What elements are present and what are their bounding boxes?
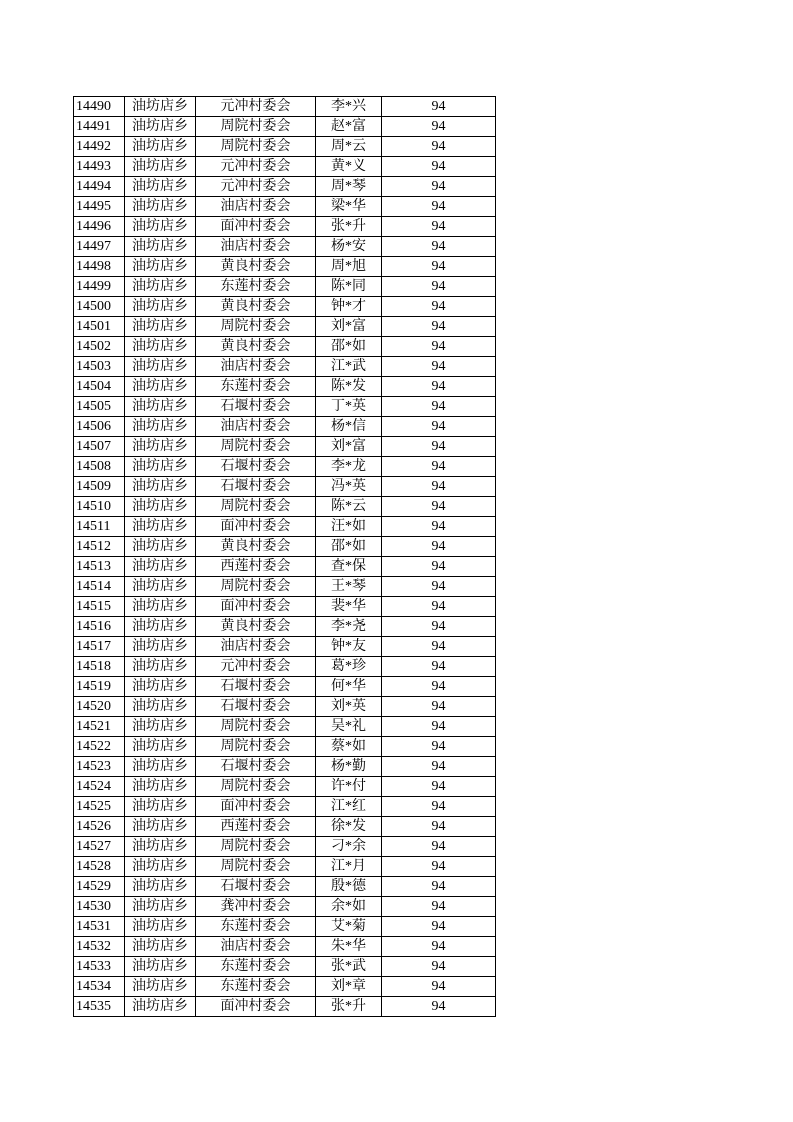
record-number-cell: 14534 (74, 977, 125, 997)
score-cell: 94 (382, 637, 496, 657)
record-number-cell: 14530 (74, 897, 125, 917)
record-number-cell: 14520 (74, 697, 125, 717)
person-name-cell: 何*华 (316, 677, 382, 697)
township-cell: 油坊店乡 (125, 297, 196, 317)
township-cell: 油坊店乡 (125, 917, 196, 937)
record-number-cell: 14519 (74, 677, 125, 697)
score-cell: 94 (382, 497, 496, 517)
record-number-cell: 14524 (74, 777, 125, 797)
township-cell: 油坊店乡 (125, 657, 196, 677)
village-cell: 黄良村委会 (196, 297, 316, 317)
table-row (74, 277, 496, 297)
record-number-cell: 14500 (74, 297, 125, 317)
township-cell: 油坊店乡 (125, 357, 196, 377)
record-number-cell: 14490 (74, 97, 125, 117)
table-row (74, 897, 496, 917)
village-cell: 周院村委会 (196, 857, 316, 877)
person-name-cell: 丁*英 (316, 397, 382, 417)
table-row (74, 777, 496, 797)
table-row (74, 957, 496, 977)
village-cell: 周院村委会 (196, 737, 316, 757)
table-row (74, 157, 496, 177)
person-name-cell: 徐*发 (316, 817, 382, 837)
person-name-cell: 朱*华 (316, 937, 382, 957)
record-number-cell: 14515 (74, 597, 125, 617)
person-name-cell: 冯*英 (316, 477, 382, 497)
table-row (74, 197, 496, 217)
village-cell: 面冲村委会 (196, 797, 316, 817)
village-cell: 黄良村委会 (196, 537, 316, 557)
record-number-cell: 14508 (74, 457, 125, 477)
table-row (74, 497, 496, 517)
village-cell: 周院村委会 (196, 137, 316, 157)
person-name-cell: 陈*同 (316, 277, 382, 297)
table-row (74, 697, 496, 717)
table-row (74, 477, 496, 497)
record-number-cell: 14499 (74, 277, 125, 297)
village-cell: 元冲村委会 (196, 657, 316, 677)
township-cell: 油坊店乡 (125, 957, 196, 977)
township-cell: 油坊店乡 (125, 977, 196, 997)
village-cell: 周院村委会 (196, 717, 316, 737)
table-row (74, 557, 496, 577)
person-name-cell: 张*升 (316, 217, 382, 237)
village-cell: 石堰村委会 (196, 477, 316, 497)
record-number-cell: 14502 (74, 337, 125, 357)
record-number-cell: 14507 (74, 437, 125, 457)
township-cell: 油坊店乡 (125, 477, 196, 497)
score-cell: 94 (382, 697, 496, 717)
village-cell: 石堰村委会 (196, 877, 316, 897)
township-cell: 油坊店乡 (125, 97, 196, 117)
record-number-cell: 14491 (74, 117, 125, 137)
score-cell: 94 (382, 437, 496, 457)
record-number-cell: 14510 (74, 497, 125, 517)
person-name-cell: 刘*富 (316, 437, 382, 457)
person-name-cell: 张*武 (316, 957, 382, 977)
person-name-cell: 蔡*如 (316, 737, 382, 757)
score-cell: 94 (382, 837, 496, 857)
table-row (74, 817, 496, 837)
record-number-cell: 14504 (74, 377, 125, 397)
person-name-cell: 李*龙 (316, 457, 382, 477)
village-cell: 周院村委会 (196, 317, 316, 337)
person-name-cell: 陈*发 (316, 377, 382, 397)
village-cell: 油店村委会 (196, 417, 316, 437)
person-name-cell: 艾*菊 (316, 917, 382, 937)
table-row (74, 337, 496, 357)
score-cell: 94 (382, 557, 496, 577)
village-cell: 周院村委会 (196, 577, 316, 597)
township-cell: 油坊店乡 (125, 377, 196, 397)
person-name-cell: 杨*勤 (316, 757, 382, 777)
village-cell: 黄良村委会 (196, 257, 316, 277)
person-name-cell: 陈*云 (316, 497, 382, 517)
village-cell: 黄良村委会 (196, 617, 316, 637)
township-cell: 油坊店乡 (125, 557, 196, 577)
township-cell: 油坊店乡 (125, 237, 196, 257)
score-cell: 94 (382, 777, 496, 797)
village-cell: 油店村委会 (196, 237, 316, 257)
table-row (74, 917, 496, 937)
score-cell: 94 (382, 357, 496, 377)
person-name-cell: 刘*章 (316, 977, 382, 997)
township-cell: 油坊店乡 (125, 137, 196, 157)
table-row (74, 317, 496, 337)
township-cell: 油坊店乡 (125, 837, 196, 857)
person-name-cell: 钟*友 (316, 637, 382, 657)
score-cell: 94 (382, 657, 496, 677)
record-number-cell: 14513 (74, 557, 125, 577)
score-cell: 94 (382, 277, 496, 297)
score-cell: 94 (382, 577, 496, 597)
township-cell: 油坊店乡 (125, 937, 196, 957)
person-name-cell: 裴*华 (316, 597, 382, 617)
village-cell: 面冲村委会 (196, 997, 316, 1017)
score-cell: 94 (382, 197, 496, 217)
person-name-cell: 吴*礼 (316, 717, 382, 737)
township-cell: 油坊店乡 (125, 777, 196, 797)
person-name-cell: 李*尧 (316, 617, 382, 637)
table-row (74, 637, 496, 657)
village-cell: 元冲村委会 (196, 177, 316, 197)
person-name-cell: 刘*富 (316, 317, 382, 337)
township-cell: 油坊店乡 (125, 757, 196, 777)
township-cell: 油坊店乡 (125, 817, 196, 837)
record-number-cell: 14533 (74, 957, 125, 977)
score-cell: 94 (382, 677, 496, 697)
score-cell: 94 (382, 457, 496, 477)
table-row (74, 737, 496, 757)
table-row (74, 377, 496, 397)
record-number-cell: 14497 (74, 237, 125, 257)
table-row (74, 417, 496, 437)
township-cell: 油坊店乡 (125, 697, 196, 717)
township-cell: 油坊店乡 (125, 397, 196, 417)
village-cell: 周院村委会 (196, 117, 316, 137)
person-name-cell: 黄*义 (316, 157, 382, 177)
village-cell: 元冲村委会 (196, 97, 316, 117)
person-name-cell: 葛*珍 (316, 657, 382, 677)
village-cell: 石堰村委会 (196, 397, 316, 417)
record-number-cell: 14523 (74, 757, 125, 777)
record-number-cell: 14532 (74, 937, 125, 957)
township-cell: 油坊店乡 (125, 457, 196, 477)
record-number-cell: 14521 (74, 717, 125, 737)
score-cell: 94 (382, 477, 496, 497)
village-cell: 石堰村委会 (196, 677, 316, 697)
village-cell: 龚冲村委会 (196, 897, 316, 917)
table-row (74, 217, 496, 237)
village-cell: 元冲村委会 (196, 157, 316, 177)
village-cell: 周院村委会 (196, 497, 316, 517)
record-number-cell: 14512 (74, 537, 125, 557)
table-row (74, 797, 496, 817)
score-cell: 94 (382, 897, 496, 917)
township-cell: 油坊店乡 (125, 637, 196, 657)
score-cell: 94 (382, 177, 496, 197)
score-cell: 94 (382, 817, 496, 837)
table-row (74, 517, 496, 537)
person-name-cell: 邵*如 (316, 537, 382, 557)
township-cell: 油坊店乡 (125, 257, 196, 277)
record-number-cell: 14496 (74, 217, 125, 237)
person-name-cell: 殷*德 (316, 877, 382, 897)
village-cell: 石堰村委会 (196, 457, 316, 477)
township-cell: 油坊店乡 (125, 717, 196, 737)
record-number-cell: 14498 (74, 257, 125, 277)
score-cell: 94 (382, 97, 496, 117)
village-cell: 周院村委会 (196, 837, 316, 857)
record-number-cell: 14529 (74, 877, 125, 897)
village-cell: 油店村委会 (196, 937, 316, 957)
score-cell: 94 (382, 117, 496, 137)
table-row (74, 397, 496, 417)
person-name-cell: 杨*安 (316, 237, 382, 257)
record-number-cell: 14503 (74, 357, 125, 377)
record-number-cell: 14506 (74, 417, 125, 437)
person-name-cell: 刘*英 (316, 697, 382, 717)
table-row (74, 177, 496, 197)
person-name-cell: 江*红 (316, 797, 382, 817)
table-row (74, 297, 496, 317)
village-cell: 东莲村委会 (196, 977, 316, 997)
village-cell: 油店村委会 (196, 197, 316, 217)
village-cell: 东莲村委会 (196, 917, 316, 937)
record-number-cell: 14509 (74, 477, 125, 497)
person-name-cell: 钟*才 (316, 297, 382, 317)
record-number-cell: 14501 (74, 317, 125, 337)
record-number-cell: 14505 (74, 397, 125, 417)
person-name-cell: 王*琴 (316, 577, 382, 597)
person-name-cell: 余*如 (316, 897, 382, 917)
score-cell: 94 (382, 957, 496, 977)
township-cell: 油坊店乡 (125, 117, 196, 137)
township-cell: 油坊店乡 (125, 877, 196, 897)
score-cell: 94 (382, 917, 496, 937)
score-cell: 94 (382, 977, 496, 997)
record-number-cell: 14531 (74, 917, 125, 937)
township-cell: 油坊店乡 (125, 197, 196, 217)
township-cell: 油坊店乡 (125, 897, 196, 917)
township-cell: 油坊店乡 (125, 537, 196, 557)
table-row (74, 597, 496, 617)
township-cell: 油坊店乡 (125, 277, 196, 297)
person-name-cell: 汪*如 (316, 517, 382, 537)
record-number-cell: 14522 (74, 737, 125, 757)
township-cell: 油坊店乡 (125, 857, 196, 877)
record-number-cell: 14516 (74, 617, 125, 637)
score-cell: 94 (382, 617, 496, 637)
record-number-cell: 14511 (74, 517, 125, 537)
village-cell: 周院村委会 (196, 777, 316, 797)
score-cell: 94 (382, 377, 496, 397)
score-cell: 94 (382, 597, 496, 617)
table-row (74, 857, 496, 877)
table-row (74, 937, 496, 957)
score-cell: 94 (382, 397, 496, 417)
table-row (74, 997, 496, 1017)
record-number-cell: 14535 (74, 997, 125, 1017)
village-cell: 东莲村委会 (196, 957, 316, 977)
person-name-cell: 周*旭 (316, 257, 382, 277)
village-cell: 面冲村委会 (196, 517, 316, 537)
township-cell: 油坊店乡 (125, 737, 196, 757)
village-cell: 石堰村委会 (196, 757, 316, 777)
score-cell: 94 (382, 717, 496, 737)
table-row (74, 657, 496, 677)
person-name-cell: 许*付 (316, 777, 382, 797)
township-cell: 油坊店乡 (125, 677, 196, 697)
table-row (74, 837, 496, 857)
township-cell: 油坊店乡 (125, 577, 196, 597)
township-cell: 油坊店乡 (125, 337, 196, 357)
person-name-cell: 周*云 (316, 137, 382, 157)
person-name-cell: 江*武 (316, 357, 382, 377)
township-cell: 油坊店乡 (125, 437, 196, 457)
table-row (74, 257, 496, 277)
record-number-cell: 14492 (74, 137, 125, 157)
village-cell: 西莲村委会 (196, 557, 316, 577)
village-cell: 面冲村委会 (196, 217, 316, 237)
village-cell: 西莲村委会 (196, 817, 316, 837)
township-cell: 油坊店乡 (125, 617, 196, 637)
record-number-cell: 14525 (74, 797, 125, 817)
village-cell: 油店村委会 (196, 357, 316, 377)
village-cell: 石堰村委会 (196, 697, 316, 717)
score-cell: 94 (382, 537, 496, 557)
table-row (74, 457, 496, 477)
score-cell: 94 (382, 137, 496, 157)
data-table (73, 96, 496, 1017)
record-number-cell: 14493 (74, 157, 125, 177)
record-number-cell: 14526 (74, 817, 125, 837)
table-row (74, 537, 496, 557)
person-name-cell: 查*保 (316, 557, 382, 577)
table-row (74, 97, 496, 117)
township-cell: 油坊店乡 (125, 217, 196, 237)
township-cell: 油坊店乡 (125, 997, 196, 1017)
score-cell: 94 (382, 997, 496, 1017)
table-row (74, 717, 496, 737)
score-cell: 94 (382, 257, 496, 277)
score-cell: 94 (382, 317, 496, 337)
person-name-cell: 张*升 (316, 997, 382, 1017)
table-row (74, 977, 496, 997)
table-row (74, 437, 496, 457)
person-name-cell: 梁*华 (316, 197, 382, 217)
village-cell: 油店村委会 (196, 637, 316, 657)
score-cell: 94 (382, 417, 496, 437)
record-number-cell: 14527 (74, 837, 125, 857)
village-cell: 东莲村委会 (196, 377, 316, 397)
score-cell: 94 (382, 337, 496, 357)
record-number-cell: 14518 (74, 657, 125, 677)
township-cell: 油坊店乡 (125, 497, 196, 517)
record-number-cell: 14528 (74, 857, 125, 877)
table-row (74, 757, 496, 777)
record-number-cell: 14494 (74, 177, 125, 197)
person-name-cell: 江*月 (316, 857, 382, 877)
score-cell: 94 (382, 237, 496, 257)
township-cell: 油坊店乡 (125, 157, 196, 177)
village-cell: 面冲村委会 (196, 597, 316, 617)
person-name-cell: 邵*如 (316, 337, 382, 357)
score-cell: 94 (382, 937, 496, 957)
person-name-cell: 杨*信 (316, 417, 382, 437)
table-row (74, 677, 496, 697)
person-name-cell: 李*兴 (316, 97, 382, 117)
person-name-cell: 刁*余 (316, 837, 382, 857)
score-cell: 94 (382, 757, 496, 777)
table-row (74, 117, 496, 137)
score-cell: 94 (382, 517, 496, 537)
record-number-cell: 14514 (74, 577, 125, 597)
score-cell: 94 (382, 857, 496, 877)
village-cell: 黄良村委会 (196, 337, 316, 357)
record-number-cell: 14495 (74, 197, 125, 217)
person-name-cell: 赵*富 (316, 117, 382, 137)
table-row (74, 357, 496, 377)
table-row (74, 237, 496, 257)
score-cell: 94 (382, 737, 496, 757)
table-body (74, 97, 496, 1017)
table-row (74, 617, 496, 637)
township-cell: 油坊店乡 (125, 417, 196, 437)
table-row (74, 877, 496, 897)
score-cell: 94 (382, 297, 496, 317)
village-cell: 东莲村委会 (196, 277, 316, 297)
person-name-cell: 周*琴 (316, 177, 382, 197)
township-cell: 油坊店乡 (125, 597, 196, 617)
township-cell: 油坊店乡 (125, 317, 196, 337)
township-cell: 油坊店乡 (125, 177, 196, 197)
village-cell: 周院村委会 (196, 437, 316, 457)
township-cell: 油坊店乡 (125, 797, 196, 817)
score-cell: 94 (382, 157, 496, 177)
score-cell: 94 (382, 217, 496, 237)
score-cell: 94 (382, 797, 496, 817)
table-row (74, 137, 496, 157)
township-cell: 油坊店乡 (125, 517, 196, 537)
score-cell: 94 (382, 877, 496, 897)
record-number-cell: 14517 (74, 637, 125, 657)
table-row (74, 577, 496, 597)
